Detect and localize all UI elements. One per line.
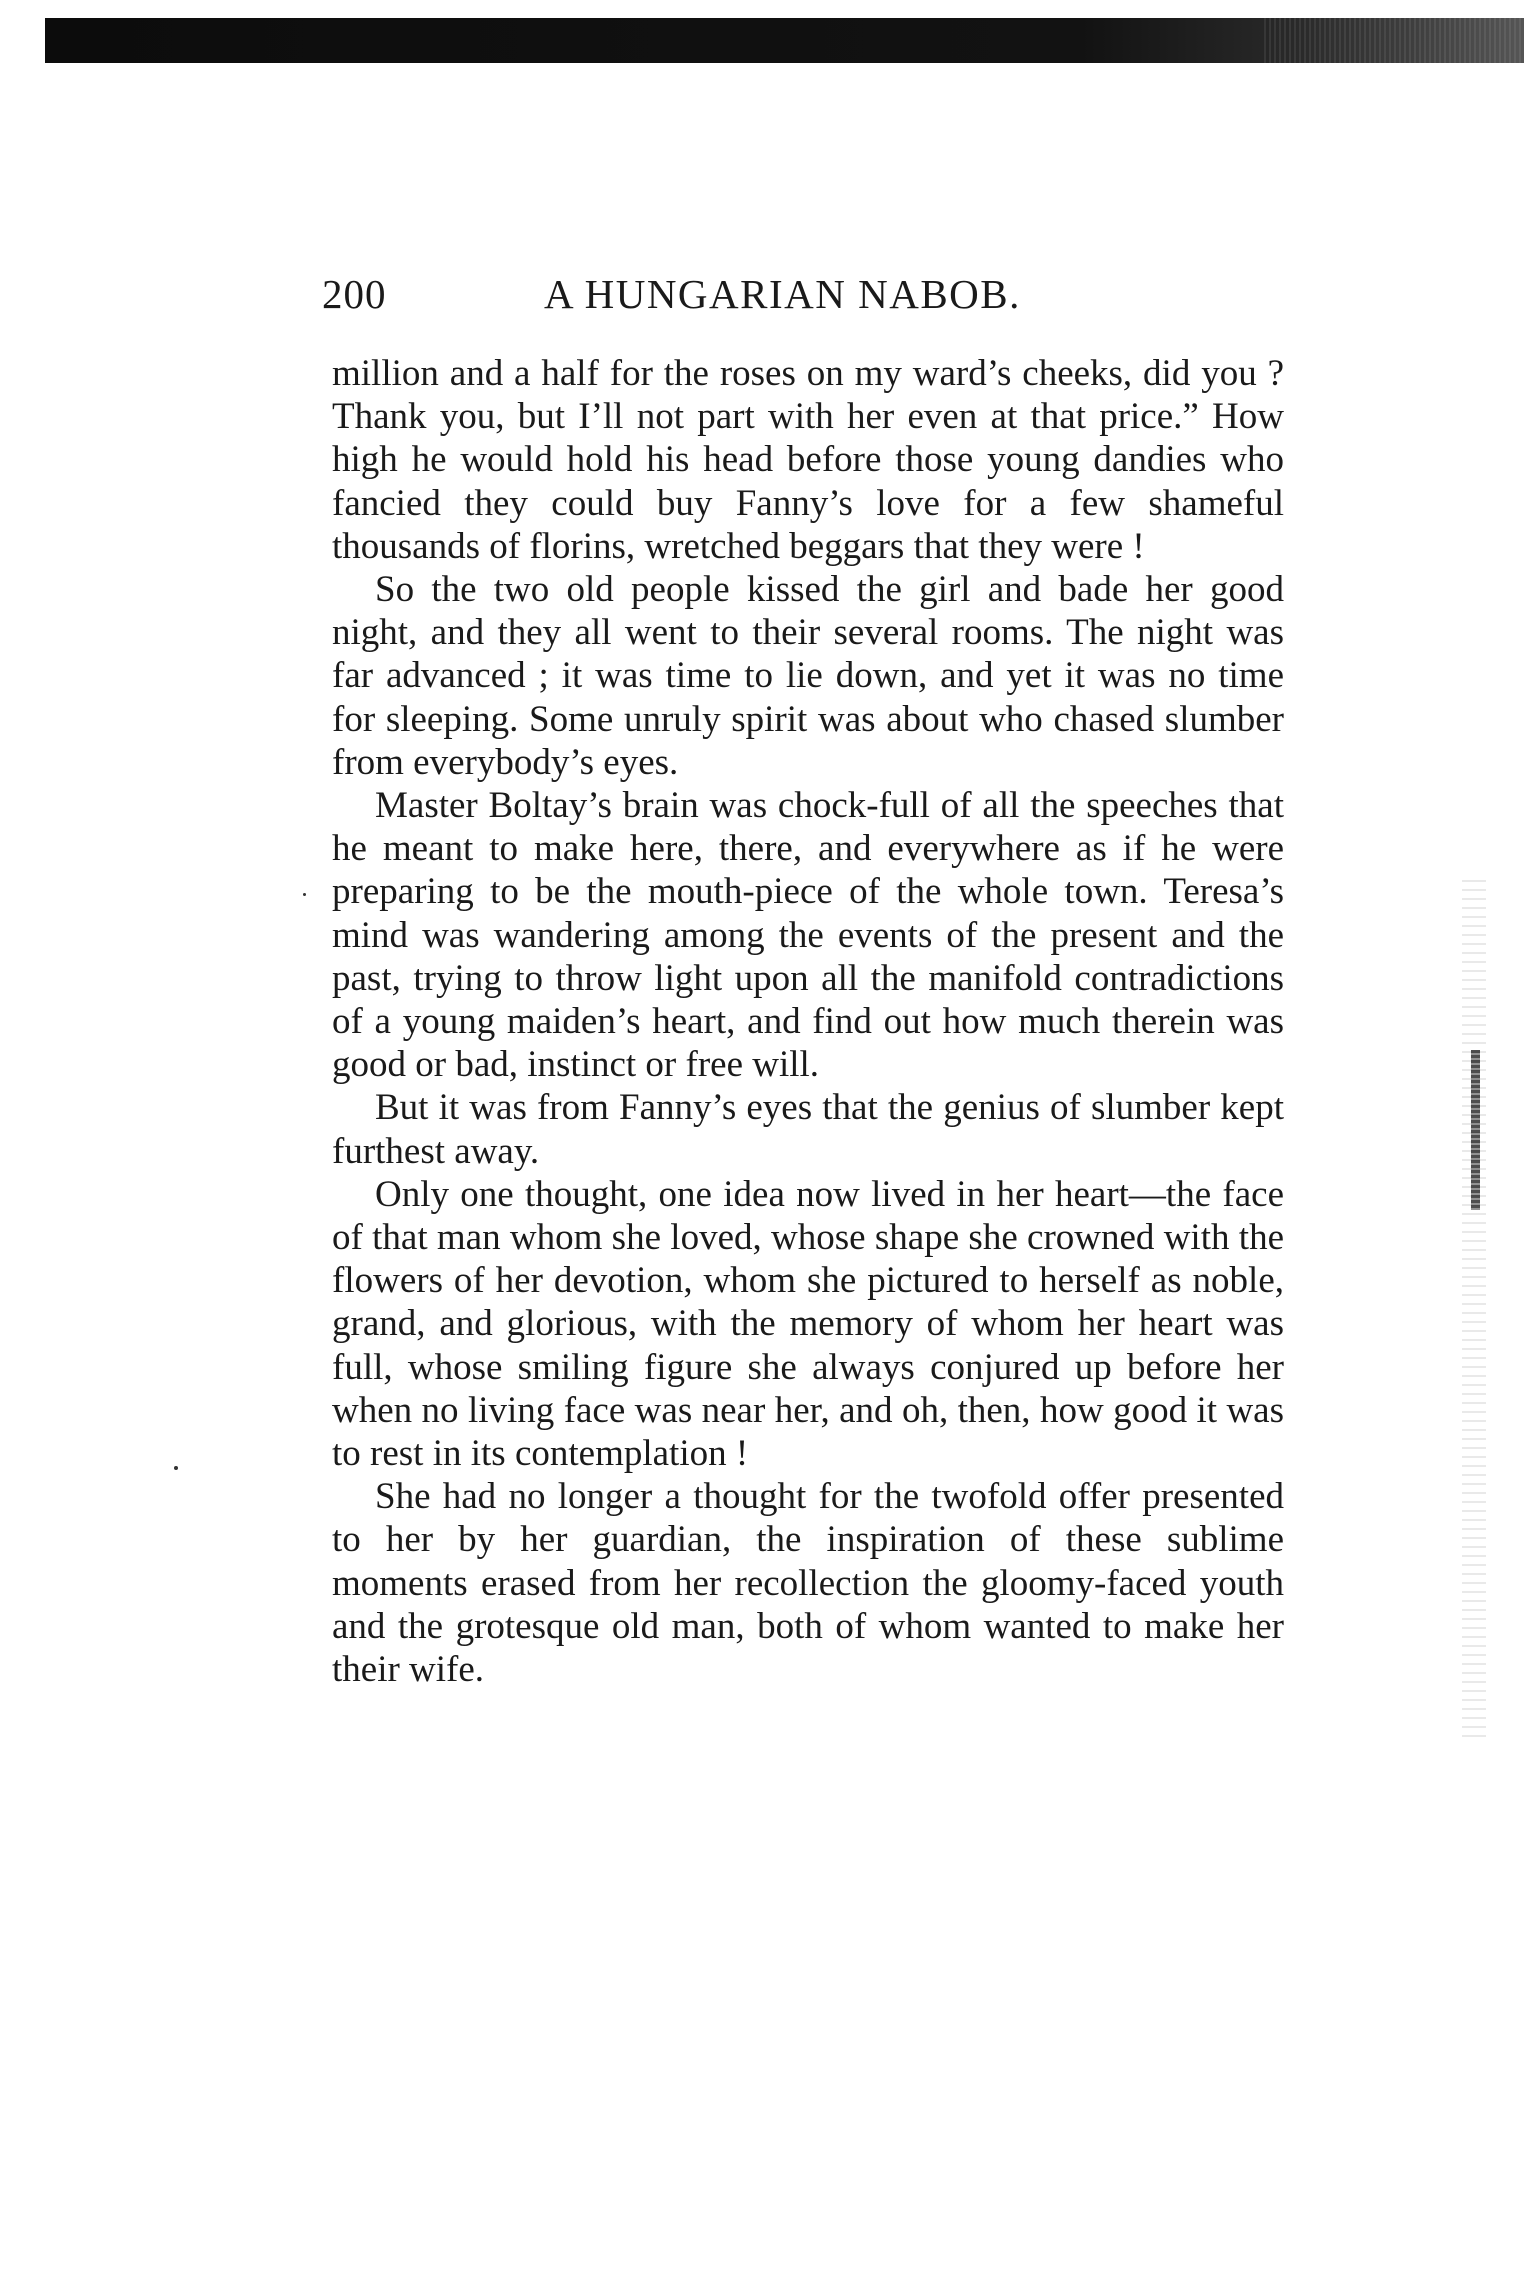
paragraph-3: Master Boltay’s brain was chock-full of all the speeches that he meant to make here, there, and everywhere as if he were preparing to be the mouth-piece of the whole town. Teresa’s mind was wandering among the events of the present and the past, trying to throw light upon all the manifold contradictions of a young maiden’s heart, and find out how much therein was good or bad, instinct or free will.: [332, 785, 1284, 1086]
paragraph-1: million and a half for the roses on my ward’s cheeks, did you ? Thank you, but I’ll not part with her even at that price.” How high he would hold his head before those young dandies who fancied they could buy Fanny’s love for a few shameful thousands of florins, wretched beggars that they were !: [332, 353, 1284, 567]
margin-bleed-through: [1462, 880, 1486, 1740]
margin-ink-mark: [1471, 1050, 1480, 1210]
paragraph-2: So the two old people kissed the girl and bade her good night, and they all went to their several rooms. The night was far advanced ; it was time to lie down, and yet it was no time for sleeping. Some unruly spirit was about who chased slumber from everybody’s eyes.: [332, 569, 1284, 783]
body-text: [332, 352, 1284, 1691]
paragraph-6: She had no longer a thought for the twofold offer presented to her by her guardian, the inspiration of these sublime moments erased from her recollection the gloomy-faced youth and the grotesque old man, both of whom wanted to make her their wife.: [332, 1476, 1284, 1691]
ink-speck: [303, 893, 306, 896]
paragraph-4: But it was from Fanny’s eyes that the genius of slumber kept furthest away.: [332, 1087, 1284, 1172]
book-title: A HUNGARIAN NABOB.: [544, 271, 1021, 317]
scan-edge-bar: [45, 18, 1524, 63]
ink-speck: [174, 1466, 178, 1470]
paragraph-5: Only one thought, one idea now lived in her heart—the face of that man whom she loved, whose shape she crowned with the flowers of her devotion, whom she pictured to herself as noble, grand, and glorious, with the memory of whom her heart was full, whose smiling figure she always conjured up before her when no living face was near her, and oh, then, how good it was to rest in its contemplation !: [332, 1173, 1284, 1475]
page-number: 200: [322, 271, 387, 317]
running-head: [322, 270, 1282, 320]
